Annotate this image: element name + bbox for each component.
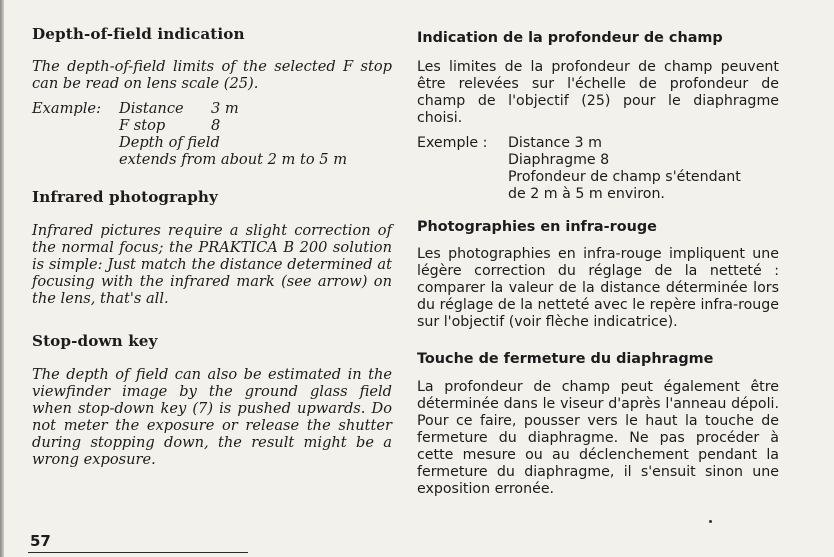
en-extends-line: extends from about 2 m to 5 m bbox=[119, 151, 348, 168]
footer-rule bbox=[28, 552, 248, 553]
fr-example-line-3: Profondeur de champ s'étendant bbox=[508, 169, 741, 185]
fr-dof-body: Les limites de la profondeur de champ peuvent être relevées sur l'échelle de profondeur de champ de l'objectif (25) pour le diaphragme choisi. bbox=[417, 59, 779, 126]
page-binding-edge bbox=[0, 0, 4, 557]
en-fstop-value: 8 bbox=[211, 117, 221, 134]
en-dof-heading: Depth-of-field indication bbox=[32, 25, 245, 43]
en-example-fstop bbox=[119, 117, 392, 134]
french-column bbox=[417, 30, 779, 498]
en-infrared-body: Infrared pictures require a slight correction of the normal focus; the PRAKTICA B 200 solution is simple: Just match the distance determined at focusing with the infrared mark (see arrow) on the lens, that's all. bbox=[32, 222, 392, 307]
en-dof-line: Depth of field bbox=[119, 134, 220, 151]
fr-infrared-body: Les photographies en infra-rouge impliquent une légère correction du réglage de la netteté : comparer la valeur de la distance déterminée lors du réglage de la netteté avec le repère infra-rouge sur l'objectif (voir flèche indicatrice). bbox=[417, 246, 779, 330]
fr-example-label: Exemple : bbox=[417, 135, 488, 151]
fr-example-line-4: de 2 m à 5 m environ. bbox=[508, 186, 665, 202]
page-number: 57 bbox=[30, 532, 51, 550]
fr-stopdown-heading: Touche de fermeture du diaphragme bbox=[417, 351, 714, 367]
en-stopdown-heading: Stop-down key bbox=[32, 332, 158, 350]
fr-dof-example bbox=[417, 135, 779, 203]
print-speck bbox=[709, 520, 712, 523]
en-example-label: Example: bbox=[32, 100, 101, 117]
en-infrared-heading: Infrared photography bbox=[32, 188, 218, 206]
en-fstop-label: F stop bbox=[119, 117, 166, 134]
en-dof-body: The depth-of-field limits of the selected F stop can be read on lens scale (25). bbox=[32, 58, 392, 92]
fr-example-lines bbox=[508, 135, 779, 203]
fr-example-line-1: Distance 3 m bbox=[508, 135, 602, 151]
en-stopdown-body: The depth of field can also be estimated in the viewfinder image by the ground glass field when stop-down key (7) is pushed upwards. Do not meter the exposure or release the shutter during stopping down, the result might be a wrong exposure. bbox=[32, 366, 392, 468]
en-dof-example bbox=[32, 100, 392, 168]
fr-stopdown-body: La profondeur de champ peut également être déterminée dans le viseur d'après l'anneau dépoli. Pour ce faire, pousser vers le haut la touche de fermeture du diaphragme. Ne pas procéder à cette mesure ou au déclenchement pendant la fermeture du diaphragme, il s'ensuit sinon une exposition erronée. bbox=[417, 379, 779, 497]
en-distance-label: Distance bbox=[119, 100, 184, 117]
english-column bbox=[32, 26, 392, 468]
en-example-lines bbox=[119, 100, 392, 168]
fr-example-line-2: Diaphragme 8 bbox=[508, 152, 610, 168]
fr-infrared-heading: Photographies en infra-rouge bbox=[417, 219, 657, 235]
en-distance-value: 3 m bbox=[211, 100, 239, 117]
fr-dof-heading: Indication de la profondeur de champ bbox=[417, 30, 723, 46]
en-example-distance bbox=[119, 100, 392, 117]
